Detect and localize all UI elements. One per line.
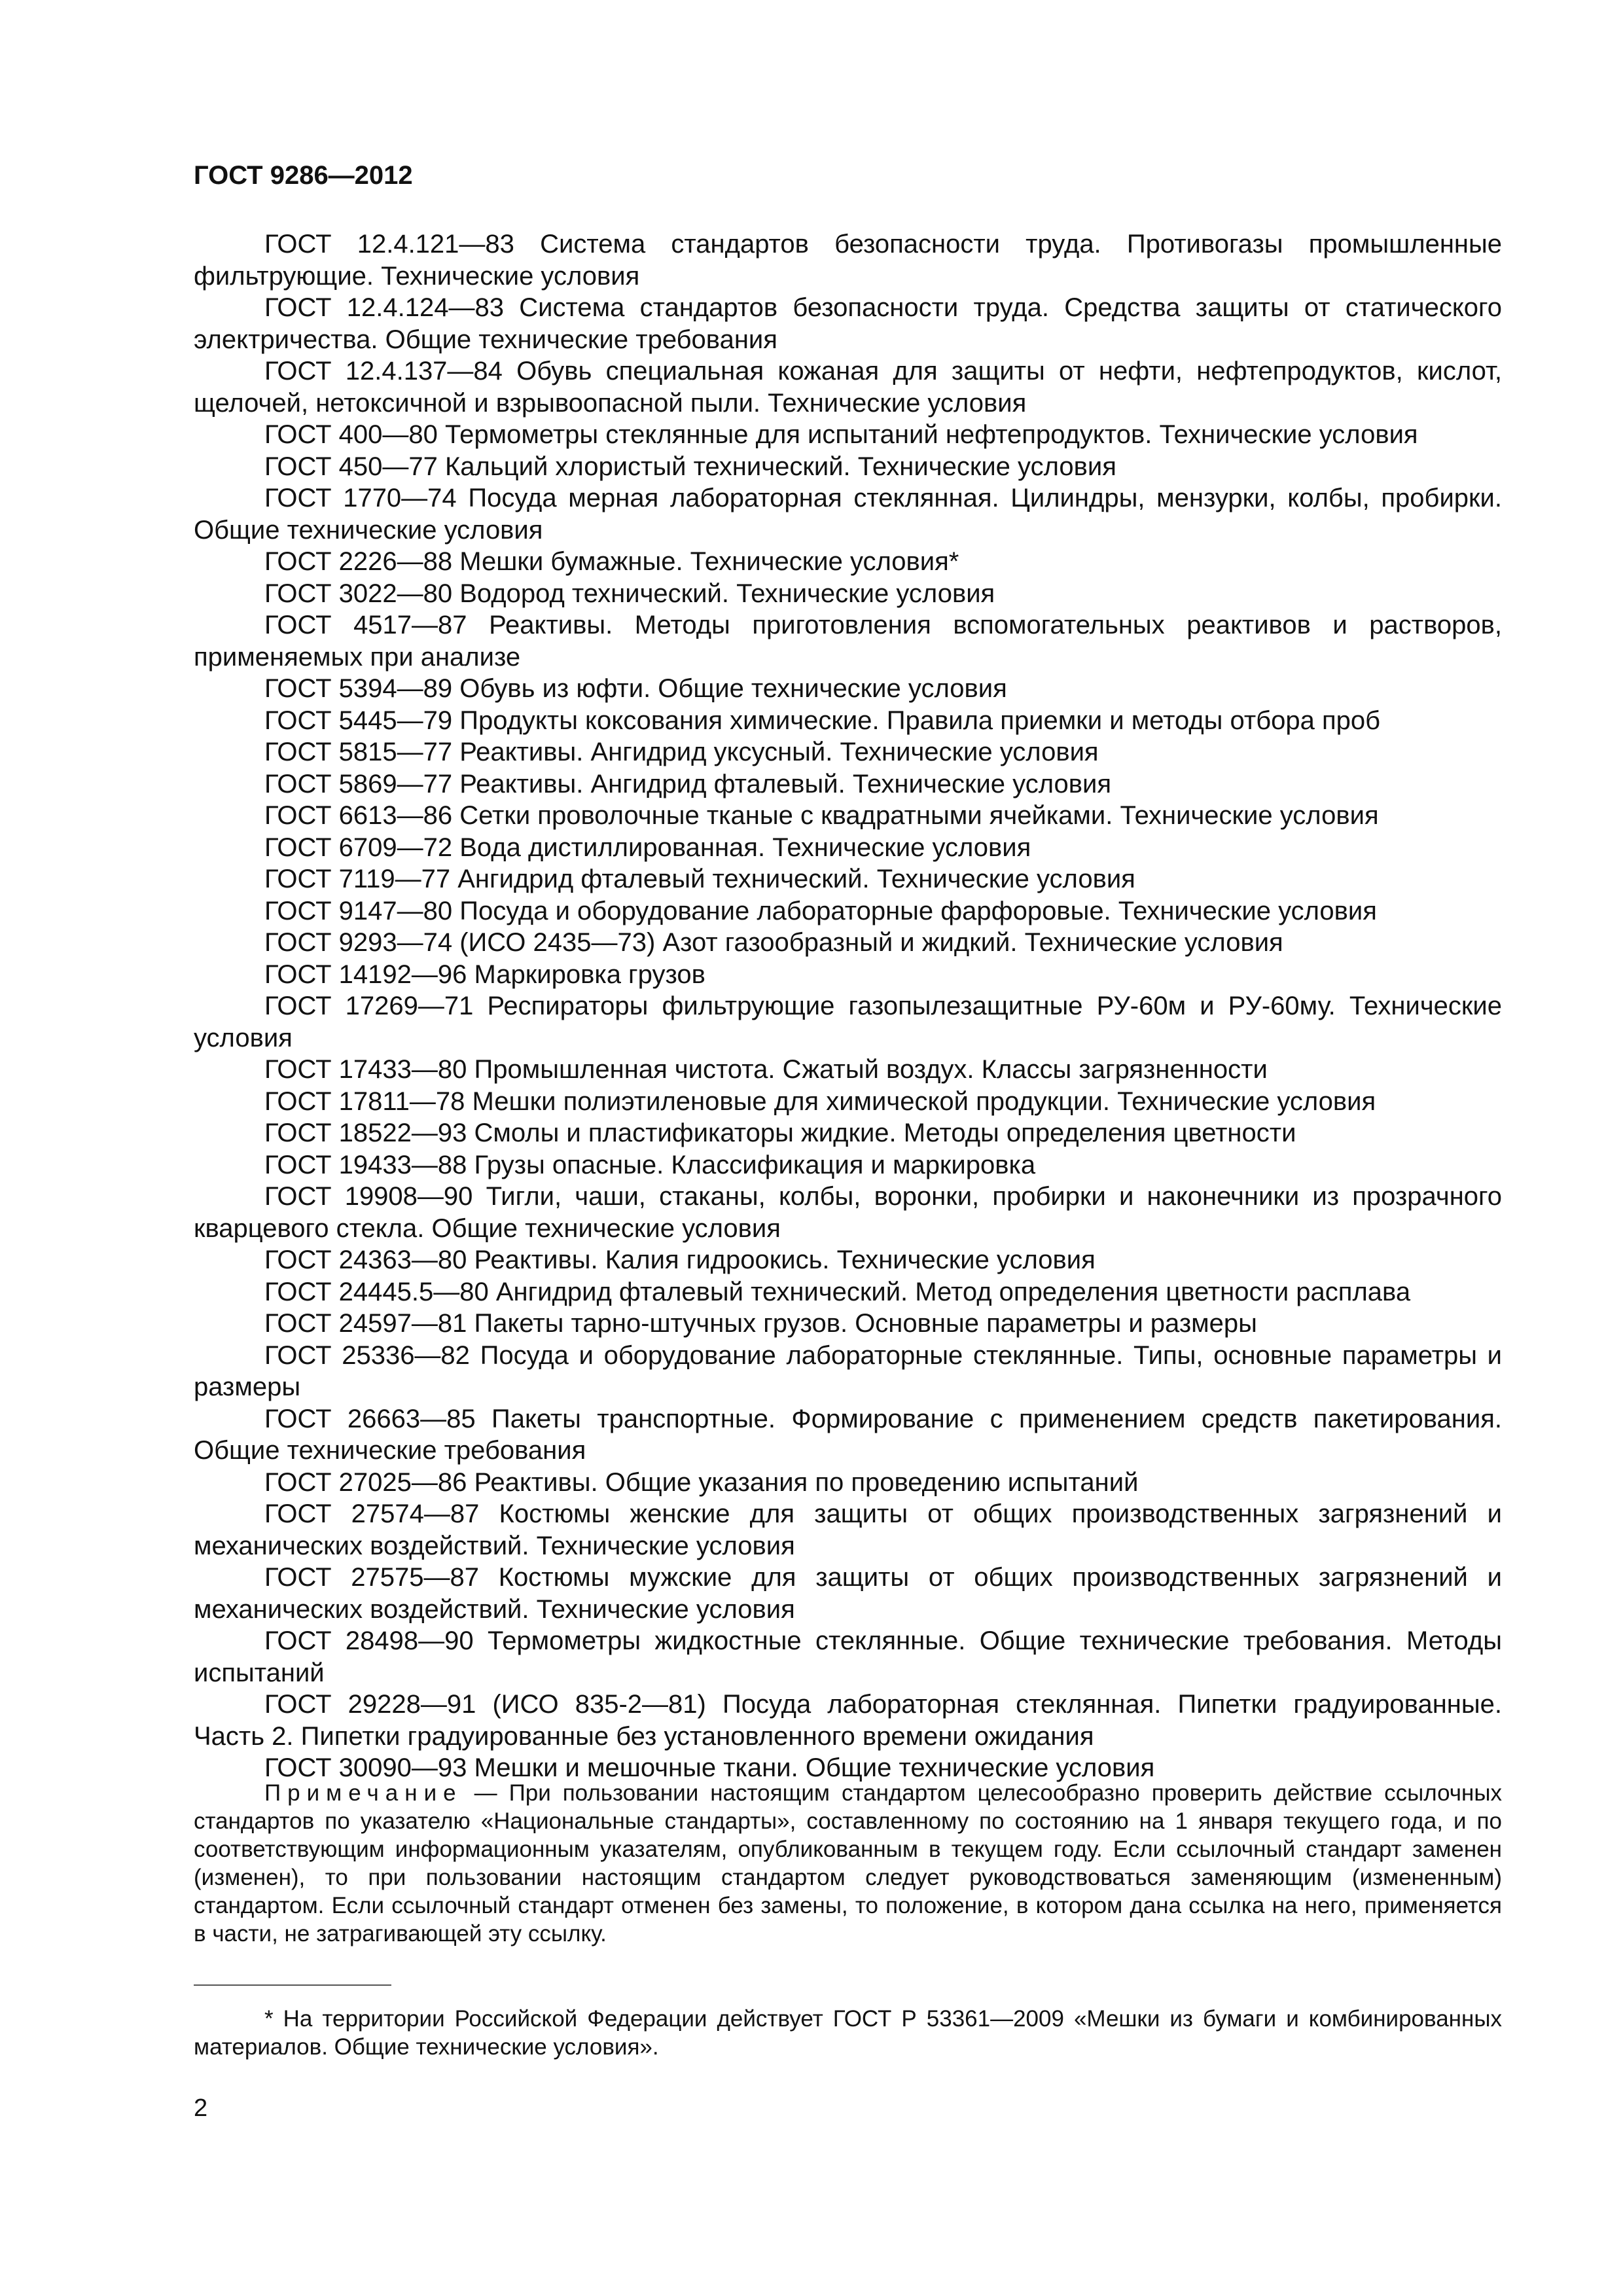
document-header: ГОСТ 9286—2012 [194, 161, 413, 190]
normative-references-list [194, 228, 1502, 1784]
reference-entry: ГОСТ 9147—80 Посуда и оборудование лабораторные фарфоровые. Технические условия [264, 896, 1377, 925]
reference-entry: ГОСТ 27575—87 Костюмы мужские для защиты от общих производственных загрязнений и механических воздействий. Технические условия [194, 1563, 1502, 1624]
reference-entry: ГОСТ 12.4.124—83 Система стандартов безопасности труда. Средства защиты от статического электричества. Общие технические требования [194, 293, 1502, 354]
reference-entry: ГОСТ 19908—90 Тигли, чаши, стаканы, колбы, воронки, пробирки и наконечники из прозрачного кварцевого стекла. Общие технические условия [194, 1182, 1502, 1243]
reference-entry: ГОСТ 450—77 Кальций хлористый технический. Технические условия [264, 452, 1116, 481]
reference-entry: ГОСТ 24597—81 Пакеты тарно-штучных грузов. Основные параметры и размеры [264, 1309, 1257, 1338]
reference-entry: ГОСТ 17269—71 Респираторы фильтрующие газопылезащитные РУ-60м и РУ-60му. Технические условия [194, 992, 1502, 1052]
footnote-separator [194, 1984, 391, 1986]
reference-entry: ГОСТ 24363—80 Реактивы. Калия гидроокись. Технические условия [264, 1246, 1096, 1274]
reference-entry: ГОСТ 2226—88 Мешки бумажные. Технические условия* [264, 547, 959, 576]
reference-entry: ГОСТ 7119—77 Ангидрид фталевый технический. Технические условия [264, 865, 1135, 893]
reference-entry: ГОСТ 12.4.137—84 Обувь специальная кожаная для защиты от нефти, нефтепродуктов, кислот, щелочей, нетоксичной и взрывоопасной пыли. Технические условия [194, 357, 1502, 418]
reference-entry: ГОСТ 6709—72 Вода дистиллированная. Технические условия [264, 833, 1031, 862]
reference-entry: ГОСТ 5815—77 Реактивы. Ангидрид уксусный. Технические условия [264, 738, 1099, 766]
reference-entry: ГОСТ 5445—79 Продукты коксования химические. Правила приемки и методы отбора проб [264, 706, 1381, 735]
reference-entry: ГОСТ 400—80 Термометры стеклянные для испытаний нефтепродуктов. Технические условия [264, 420, 1418, 449]
reference-entry: ГОСТ 27025—86 Реактивы. Общие указания по проведению испытаний [264, 1467, 1139, 1497]
reference-entry: ГОСТ 24445.5—80 Ангидрид фталевый технический. Метод определения цветности расплава [264, 1277, 1411, 1306]
reference-entry: ГОСТ 4517—87 Реактивы. Методы приготовления вспомогательных реактивов и растворов, применяемых при анализе [194, 611, 1502, 672]
note-label: Примечание [264, 1780, 463, 1806]
reference-entry: ГОСТ 19433—88 Грузы опасные. Классификация и маркировка [264, 1150, 1036, 1179]
reference-entry: ГОСТ 25336—82 Посуда и оборудование лабораторные стеклянные. Типы, основные параметры и размеры [194, 1340, 1502, 1401]
reference-entry: ГОСТ 12.4.121—83 Система стандартов безопасности труда. Противогазы промышленные фильтрующие. Технические условия [194, 230, 1502, 291]
reference-entry: ГОСТ 17433—80 Промышленная чистота. Сжатый воздух. Классы загрязненности [264, 1055, 1268, 1084]
reference-entry: ГОСТ 30090—93 Мешки и мешочные ткани. Общие технические условия [264, 1753, 1155, 1782]
reference-entry: ГОСТ 26663—85 Пакеты транспортные. Формирование с применением средств пакетирования. Общие технические требования [194, 1404, 1502, 1465]
reference-entry: ГОСТ 3022—80 Водород технический. Технические условия [264, 579, 995, 608]
reference-entry: ГОСТ 1770—74 Посуда мерная лабораторная стеклянная. Цилиндры, мензурки, колбы, пробирки. Общие технические условия [194, 484, 1502, 545]
reference-entry: ГОСТ 6613—86 Сетки проволочные тканые с квадратными ячейками. Технические условия [264, 801, 1379, 830]
reference-entry: ГОСТ 28498—90 Термометры жидкостные стеклянные. Общие технические требования. Методы испытаний [194, 1626, 1502, 1687]
reference-entry: ГОСТ 14192—96 Маркировка грузов [264, 960, 705, 989]
reference-entry: ГОСТ 18522—93 Смолы и пластификаторы жидкие. Методы определения цветности [264, 1119, 1296, 1147]
reference-entry: ГОСТ 5394—89 Обувь из юфти. Общие технические условия [264, 674, 1007, 703]
reference-entry: ГОСТ 5869—77 Реактивы. Ангидрид фталевый. Технические условия [264, 769, 1111, 798]
note-text: — При пользовании настоящим стандартом целесообразно проверить действие ссылочных стандартов по указателю «Национальные стандарты», составленному по состоянию на 1 января текущего года, и по соответствующим информационным указателям, опубликованным в текущем году. Если ссылочный стандарт заменен (изменен), то при пользовании настоящим стандартом следует руководствоваться заменяющим (измененным) стандартом. Если ссылочный стандарт отменен без замены, то положение, в котором дана ссылка на него, применяется в части, не затрагивающей эту ссылку. [194, 1780, 1502, 1946]
footnote: * На территории Российской Федерации действует ГОСТ Р 53361—2009 «Мешки из бумаги и комбинированных материалов. Общие технические условия». [194, 2006, 1502, 2060]
reference-entry: ГОСТ 27574—87 Костюмы женские для защиты от общих производственных загрязнений и механических воздействий. Технические условия [194, 1499, 1502, 1560]
reference-entry: ГОСТ 9293—74 (ИСО 2435—73) Азот газообразный и жидкий. Технические условия [264, 928, 1283, 957]
reference-entry: ГОСТ 17811—78 Мешки полиэтиленовые для химической продукции. Технические условия [264, 1086, 1376, 1116]
note-paragraph [194, 1779, 1502, 1948]
reference-entry: ГОСТ 29228—91 (ИСО 835-2—81) Посуда лабораторная стеклянная. Пипетки градуированные. Часть 2. Пипетки градуированные без установленного времени ожидания [194, 1690, 1502, 1751]
page-number: 2 [194, 2094, 208, 2122]
